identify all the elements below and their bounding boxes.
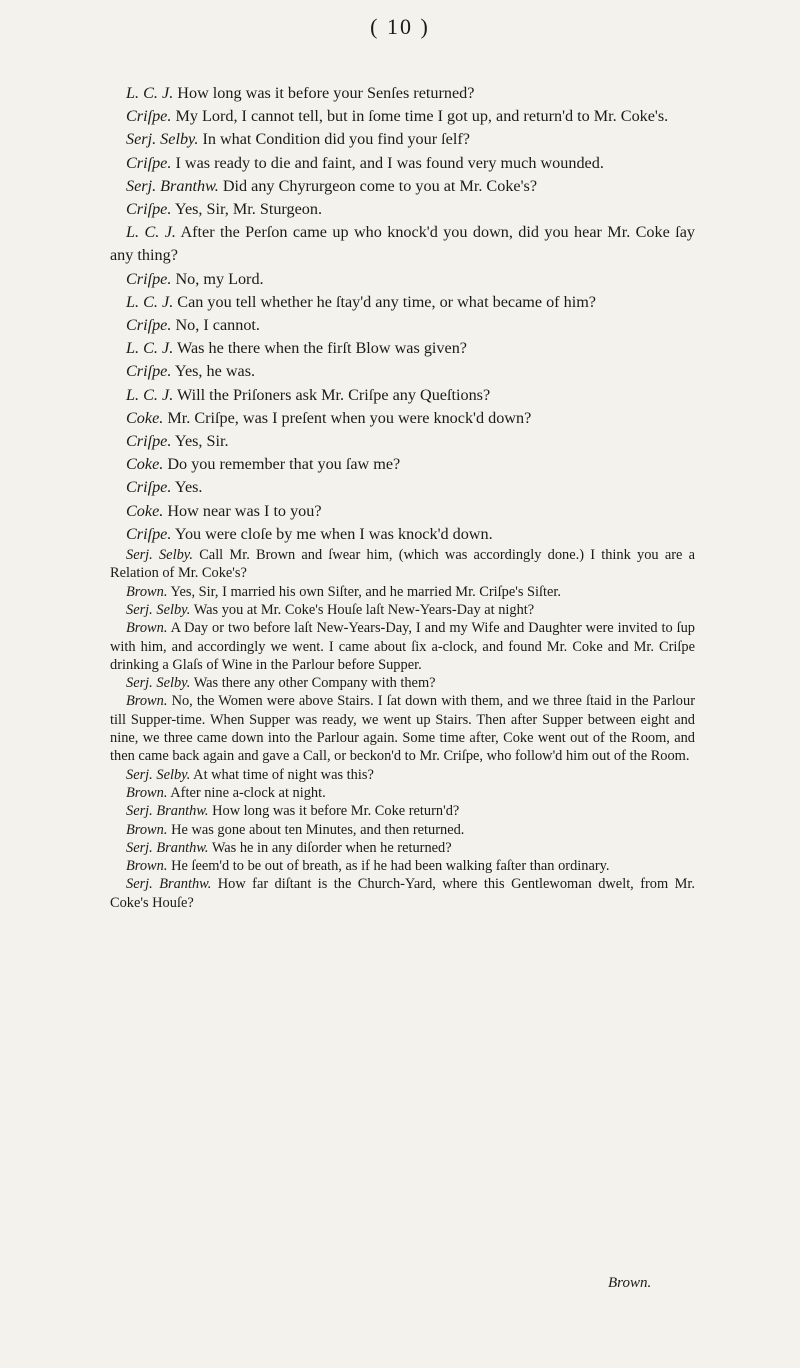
speech-text: How long was it before Mr. Coke return'd? bbox=[212, 803, 460, 820]
speaker-label: Brown . bbox=[126, 822, 167, 838]
dialogue-line bbox=[110, 175, 695, 198]
speaker-label: Brown . bbox=[126, 858, 167, 874]
speech-text: Call Mr. Brown and ſwear him, (which was accordingly done.) I think you are a Relation of Mr. Coke's? bbox=[110, 547, 695, 582]
speaker-label: Serj. Selby . bbox=[126, 767, 190, 783]
catchword: Brown. bbox=[608, 1275, 652, 1291]
speaker-label: Serj. Branthw . bbox=[126, 803, 209, 819]
speaker-label: Serj. Selby . bbox=[126, 602, 190, 618]
dialogue-line bbox=[110, 857, 695, 875]
dialogue-line bbox=[110, 337, 695, 360]
dialogue-line bbox=[110, 802, 695, 820]
speech-text: After the Perſon came up who knock'd you down, did you hear Mr. Coke ſay any thing? bbox=[110, 223, 695, 265]
dialogue-line bbox=[110, 407, 695, 430]
dialogue-line bbox=[110, 523, 695, 546]
speaker-label: Serj. Branthw . bbox=[126, 876, 211, 892]
speech-text: Will the Priſoners ask Mr. Criſpe any Queſtions? bbox=[177, 385, 491, 404]
dialogue-line bbox=[110, 583, 695, 601]
dialogue-line bbox=[110, 360, 695, 383]
speech-text: Yes. bbox=[174, 478, 203, 497]
speech-text: Can you tell whether he ſtay'd any time, or what became of him? bbox=[177, 292, 596, 311]
dialogue-line bbox=[110, 453, 695, 476]
speech-text: A Day or two before laſt New-Years-Day, I and my Wife and Daughter were invited to ſup with him, and accordingly we went. I came about ſix a-clock, and found Mr. Coke and Mr. Criſpe drinking a Glaſs of Wine in the Parlour before Supper. bbox=[110, 620, 695, 673]
speech-text: He was gone about ten Minutes, and then returned. bbox=[171, 821, 465, 838]
speaker-label: Criſpe . bbox=[126, 154, 171, 172]
dialogue-line bbox=[110, 221, 695, 267]
speech-text: Was he there when the firſt Blow was given? bbox=[177, 339, 467, 358]
speech-text: No, my Lord. bbox=[175, 269, 264, 288]
speech-text: Do you remember that you ſaw me? bbox=[167, 455, 401, 474]
speech-text: Yes, Sir, I married his own Siſter, and he married Mr. Criſpe's Siſter. bbox=[170, 583, 562, 600]
dialogue-line bbox=[110, 875, 695, 912]
dialogue-line bbox=[110, 105, 695, 128]
dialogue-line bbox=[110, 476, 695, 499]
speaker-label: L. C. J . bbox=[126, 84, 173, 102]
speaker-label: L. C. J . bbox=[126, 386, 173, 404]
dialogue-line bbox=[110, 839, 695, 857]
speaker-label: Criſpe . bbox=[126, 270, 171, 288]
speech-text: My Lord, I cannot tell, but in ſome time I got up, and return'd to Mr. Coke's. bbox=[175, 107, 669, 126]
speaker-label: Brown . bbox=[126, 693, 167, 709]
speech-text: In what Condition did you find your ſelf? bbox=[202, 130, 470, 149]
speaker-label: Criſpe . bbox=[126, 362, 171, 380]
speaker-label: Coke . bbox=[126, 455, 163, 473]
dialogue-line bbox=[110, 268, 695, 291]
dialogue-line bbox=[110, 601, 695, 619]
dialogue-line bbox=[110, 674, 695, 692]
dialogue-line bbox=[110, 314, 695, 337]
speech-text: How near was I to you? bbox=[167, 501, 322, 520]
speaker-label: L. C. J . bbox=[126, 339, 173, 357]
speech-text: How far diſtant is the Church-Yard, where this Gentlewoman dwelt, from Mr. Coke's Houſe? bbox=[110, 876, 695, 911]
speaker-label: Brown . bbox=[126, 785, 167, 801]
testimony-section-large bbox=[110, 82, 695, 546]
speaker-label: Criſpe . bbox=[126, 478, 171, 496]
speaker-label: Coke . bbox=[126, 409, 163, 427]
speaker-label: Coke . bbox=[126, 502, 163, 520]
speech-text: Yes, he was. bbox=[174, 362, 256, 381]
speech-text: Was he in any diſorder when he returned? bbox=[211, 839, 452, 856]
speaker-label: Serj. Selby . bbox=[126, 130, 198, 148]
speech-text: I was ready to die and faint, and I was found very much wounded. bbox=[175, 153, 604, 172]
dialogue-line bbox=[110, 766, 695, 784]
dialogue-line bbox=[110, 128, 695, 151]
speaker-label: Serj. Branthw . bbox=[126, 840, 209, 856]
page-body bbox=[110, 82, 695, 912]
speaker-label: Serj. Branthw . bbox=[126, 177, 219, 195]
dialogue-line bbox=[110, 821, 695, 839]
dialogue-line bbox=[110, 291, 695, 314]
dialogue-line bbox=[110, 619, 695, 674]
dialogue-line bbox=[110, 430, 695, 453]
speech-text: Yes, Sir, Mr. Sturgeon. bbox=[174, 200, 323, 219]
speech-text: Did any Chyrurgeon come to you at Mr. Coke's? bbox=[222, 176, 538, 195]
speaker-label: L. C. J . bbox=[126, 293, 173, 311]
speech-text: After nine a-clock at night. bbox=[170, 784, 326, 801]
speech-text: Was you at Mr. Coke's Houſe laſt New-Years-Day at night? bbox=[193, 601, 535, 618]
dialogue-line bbox=[110, 784, 695, 802]
speaker-label: Serj. Selby . bbox=[126, 547, 193, 563]
speaker-label: Criſpe . bbox=[126, 107, 171, 125]
dialogue-line bbox=[110, 500, 695, 523]
dialogue-line bbox=[110, 198, 695, 221]
speaker-label: Serj. Selby . bbox=[126, 675, 190, 691]
speaker-label: Brown . bbox=[126, 584, 167, 600]
speech-text: Was there any other Company with them? bbox=[193, 675, 436, 692]
speech-text: At what time of night was this? bbox=[193, 766, 374, 783]
dialogue-line bbox=[110, 692, 695, 765]
speech-text: Mr. Criſpe, was I preſent when you were knock'd down? bbox=[167, 408, 532, 427]
speech-text: No, I cannot. bbox=[175, 316, 260, 335]
page-number: ( 10 ) bbox=[370, 14, 430, 39]
speaker-label: L. C. J . bbox=[126, 223, 176, 241]
speech-text: How long was it before your Senſes returned? bbox=[177, 84, 475, 102]
speech-text: You were cloſe by me when I was knock'd down. bbox=[174, 524, 493, 543]
speaker-label: Criſpe . bbox=[126, 200, 171, 218]
testimony-section-small bbox=[110, 546, 695, 912]
dialogue-line bbox=[110, 384, 695, 407]
speaker-label: Brown . bbox=[126, 620, 167, 636]
dialogue-line bbox=[110, 82, 695, 105]
speaker-label: Criſpe . bbox=[126, 432, 171, 450]
speech-text: He ſeem'd to be out of breath, as if he had been walking faſter than ordinary. bbox=[171, 858, 610, 875]
speech-text: Yes, Sir. bbox=[174, 432, 229, 451]
dialogue-line bbox=[110, 546, 695, 583]
speech-text: No, the Women were above Stairs. I ſat down with them, and we three ſtaid in the Parlour till Supper-time. When Supper was ready, we went up Stairs. Then after Supper between eight and nine, we three came down into the Parlour again. Some time after, Coke went out of the Room, and then came back again and gave a Call, or beckon'd to Mr. Criſpe, who follow'd him out of the Room. bbox=[110, 693, 695, 765]
speaker-label: Criſpe . bbox=[126, 316, 171, 334]
speaker-label: Criſpe . bbox=[126, 525, 171, 543]
dialogue-line bbox=[110, 152, 695, 175]
